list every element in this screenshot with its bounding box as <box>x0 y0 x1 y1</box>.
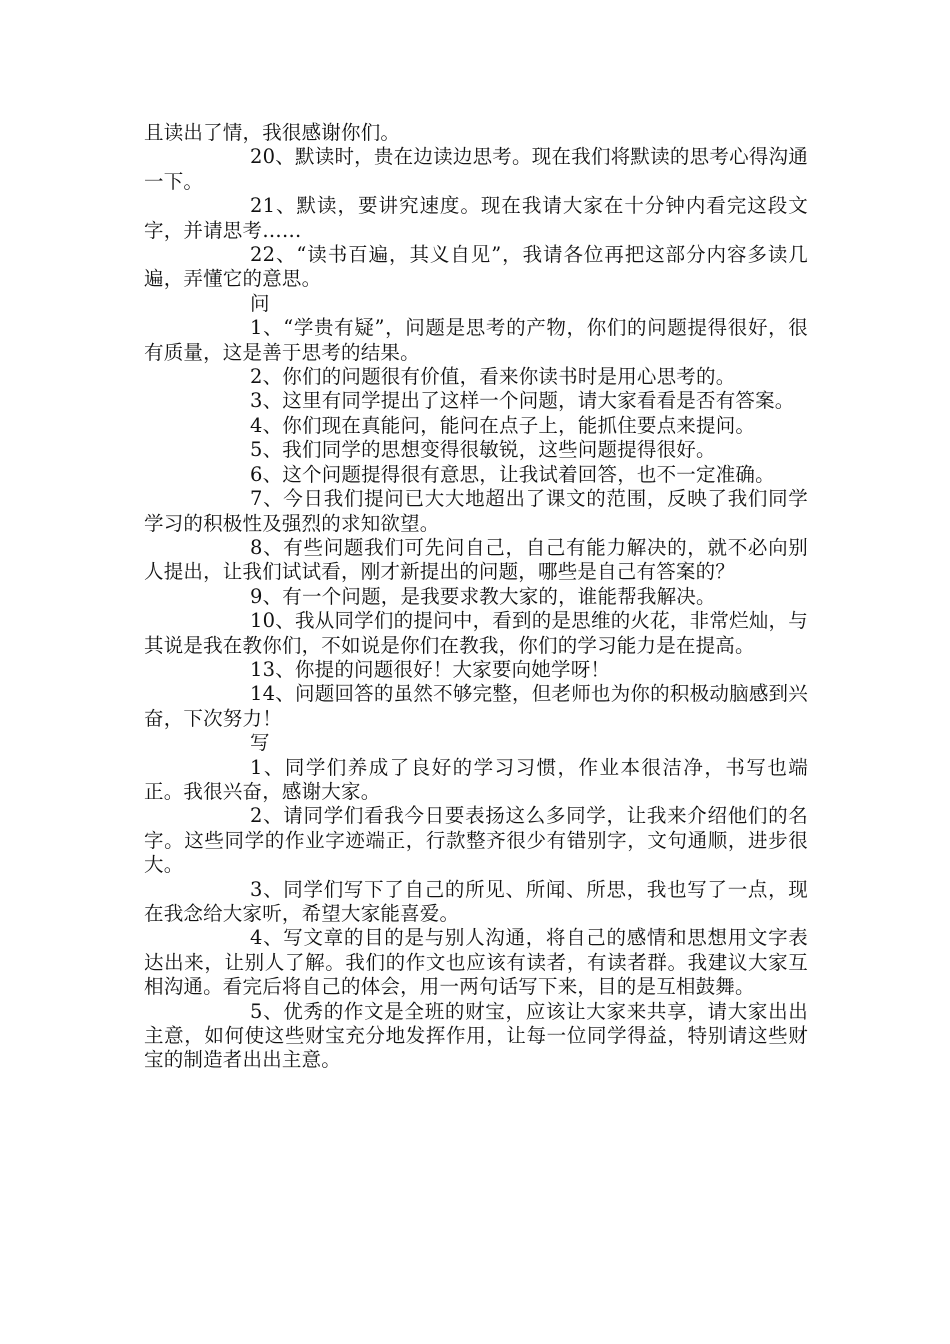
list-item: 2、你们的问题很有价值，看来你读书时是用心思考的。 <box>250 365 736 389</box>
list-item: 5、优秀的作文是全班的财宝，应该让大家来共享，请大家出出主意，如何使这些财宝充分地发挥作用，让每一位同学得益，特别请这些财宝的制造者出出主意。 <box>144 999 808 1072</box>
list-item: 6、这个问题提得很有意思，让我试着回答，也不一定准确。 <box>250 462 775 486</box>
list-item: 4、你们现在真能问，能问在点子上，能抓住要点来提问。 <box>250 413 756 437</box>
list-item: 8、有些问题我们可先问自己，自己有能力解决的，就不必向别人提出，让我们试试看，刚才新提出的问题，哪些是自己有答案的？ <box>144 535 808 584</box>
list-item: 3、同学们写下了自己的所见、所闻、所思，我也写了一点，现在我念给大家听，希望大家能喜爱。 <box>144 877 808 925</box>
list-item: 1、同学们养成了良好的学习习惯，作业本很洁净，书写也端正。我很兴奋，感谢大家。 <box>144 755 808 803</box>
list-item: 22、“读书百遍，其义自见”，我请各位再把这部分内容多读几遍，弄懂它的意思。 <box>144 243 808 291</box>
list-item: 20、默读时，贵在边读边思考。现在我们将默读的思考心得沟通一下。 <box>144 145 808 193</box>
list-item: 4、写文章的目的是与别人沟通，将自己的感情和思想用文字表达出来，让别人了解。我们的作文也应该有读者，有读者群。我建议大家互相沟通。看完后将自己的体会，用一两句话写下来，目的是互相鼓舞。 <box>144 926 808 999</box>
document-body <box>144 121 808 1073</box>
section-heading-ask: 问 <box>250 291 270 315</box>
paragraph-continuation: 且读出了情，我很感谢你们。 <box>144 121 401 144</box>
section-heading-write: 写 <box>250 731 270 755</box>
list-item: 7、今日我们提问已大大地超出了课文的范围，反映了我们同学学习的积极性及强烈的求知欲望。 <box>144 487 808 535</box>
list-item: 13、你提的问题很好！大家要向她学呀！ <box>250 657 611 681</box>
list-item: 2、请同学们看我今日要表扬这么多同学，让我来介绍他们的名字。这些同学的作业字迹端正，行款整齐很少有错别字，文句通顺，进步很大。 <box>144 804 808 877</box>
list-item: 9、有一个问题，是我要求教大家的，谁能帮我解决。 <box>250 584 716 608</box>
list-item: 21、默读，要讲究速度。现在我请大家在十分钟内看完这段文字，并请思考…… <box>144 194 808 242</box>
list-item: 5、我们同学的思想变得很敏锐，这些问题提得很好。 <box>250 438 716 462</box>
list-item: 1、“学贵有疑”，问题是思考的产物，你们的问题提得很好，很有质量，这是善于思考的结果。 <box>144 316 808 364</box>
list-item: 14、问题回答的虽然不够完整，但老师也为你的积极动脑感到兴奋，下次努力！ <box>144 682 808 730</box>
list-item: 3、这里有同学提出了这样一个问题，请大家看看是否有答案。 <box>250 389 795 413</box>
list-item: 10、我从同学们的提问中，看到的是思维的火花，非常烂灿，与其说是我在教你们，不如说是你们在教我，你们的学习能力是在提高。 <box>144 609 808 657</box>
